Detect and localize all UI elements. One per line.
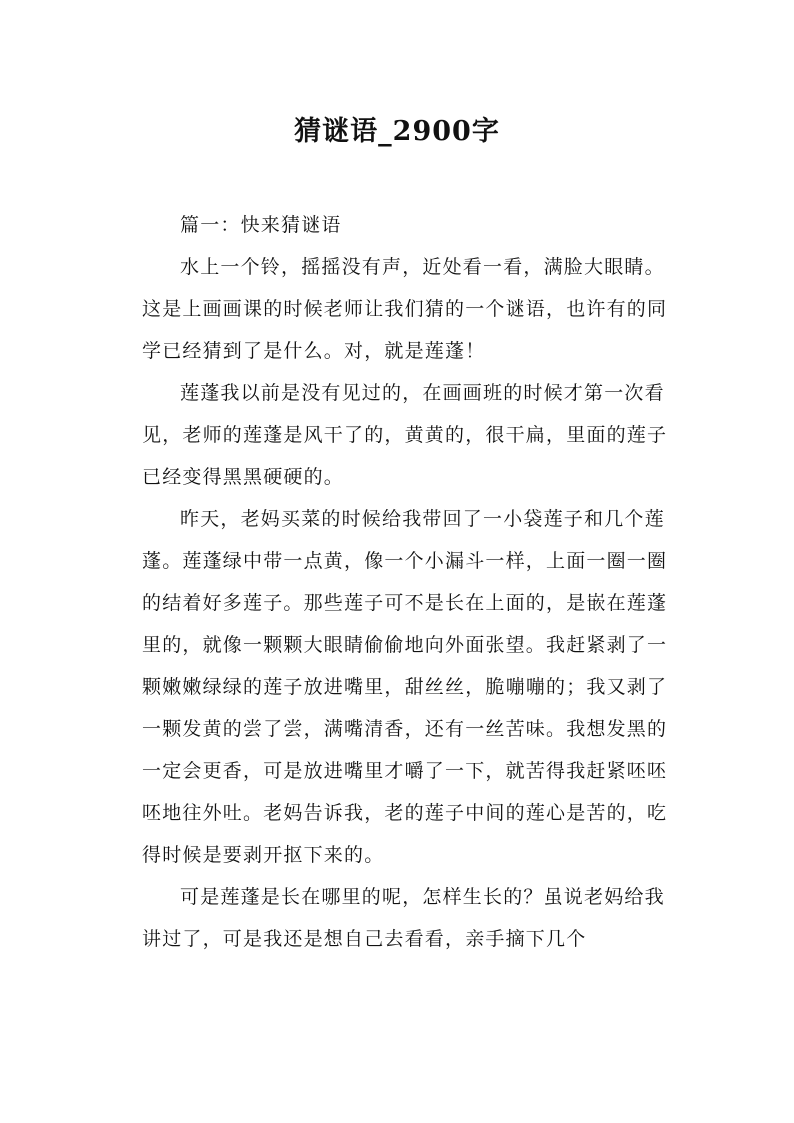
paragraph-3: 昨天，老妈买菜的时候给我带回了一小袋莲子和几个莲蓬。莲蓬绿中带一点黄，像一个小漏斗一样，上面一圈一圈的结着好多莲子。那些莲子可不是长在上面的，是嵌在莲蓬里的，就像一颗颗大眼睛偷偷地向外面张望。我赶紧剥了一颗嫩嫩绿绿的莲子放进嘴里，甜丝丝，脆嘣嘣的；我又剥了一颗发黄的尝了尝，满嘴清香，还有一丝苦味。我想发黑的一定会更香，可是放进嘴里才嚼了一下，就苦得我赶紧呸呸呸地往外吐。老妈告诉我，老的莲子中间的莲心是苦的，吃得时候是要剥开抠下来的。 (142, 508, 668, 866)
paragraph-1: 水上一个铃，摇摇没有声，近处看一看，满脸大眼睛。这是上画画课的时候老师让我们猜的一个谜语，也许有的同学已经猜到了是什么。对，就是莲蓬！ (142, 256, 668, 362)
paragraph-2: 莲蓬我以前是没有见过的，在画画班的时候才第一次看见，老师的莲蓬是风干了的，黄黄的，很干扁，里面的莲子已经变得黑黑硬硬的。 (142, 382, 668, 488)
document-title: 猜谜语_2900字 (294, 116, 500, 147)
section-heading: 篇一：快来猜谜语 (180, 214, 342, 236)
document-body (142, 204, 670, 960)
paragraph-4: 可是莲蓬是长在哪里的呢，怎样生长的？虽说老妈给我讲过了，可是我还是想自己去看看，亲手摘下几个 (142, 886, 665, 950)
